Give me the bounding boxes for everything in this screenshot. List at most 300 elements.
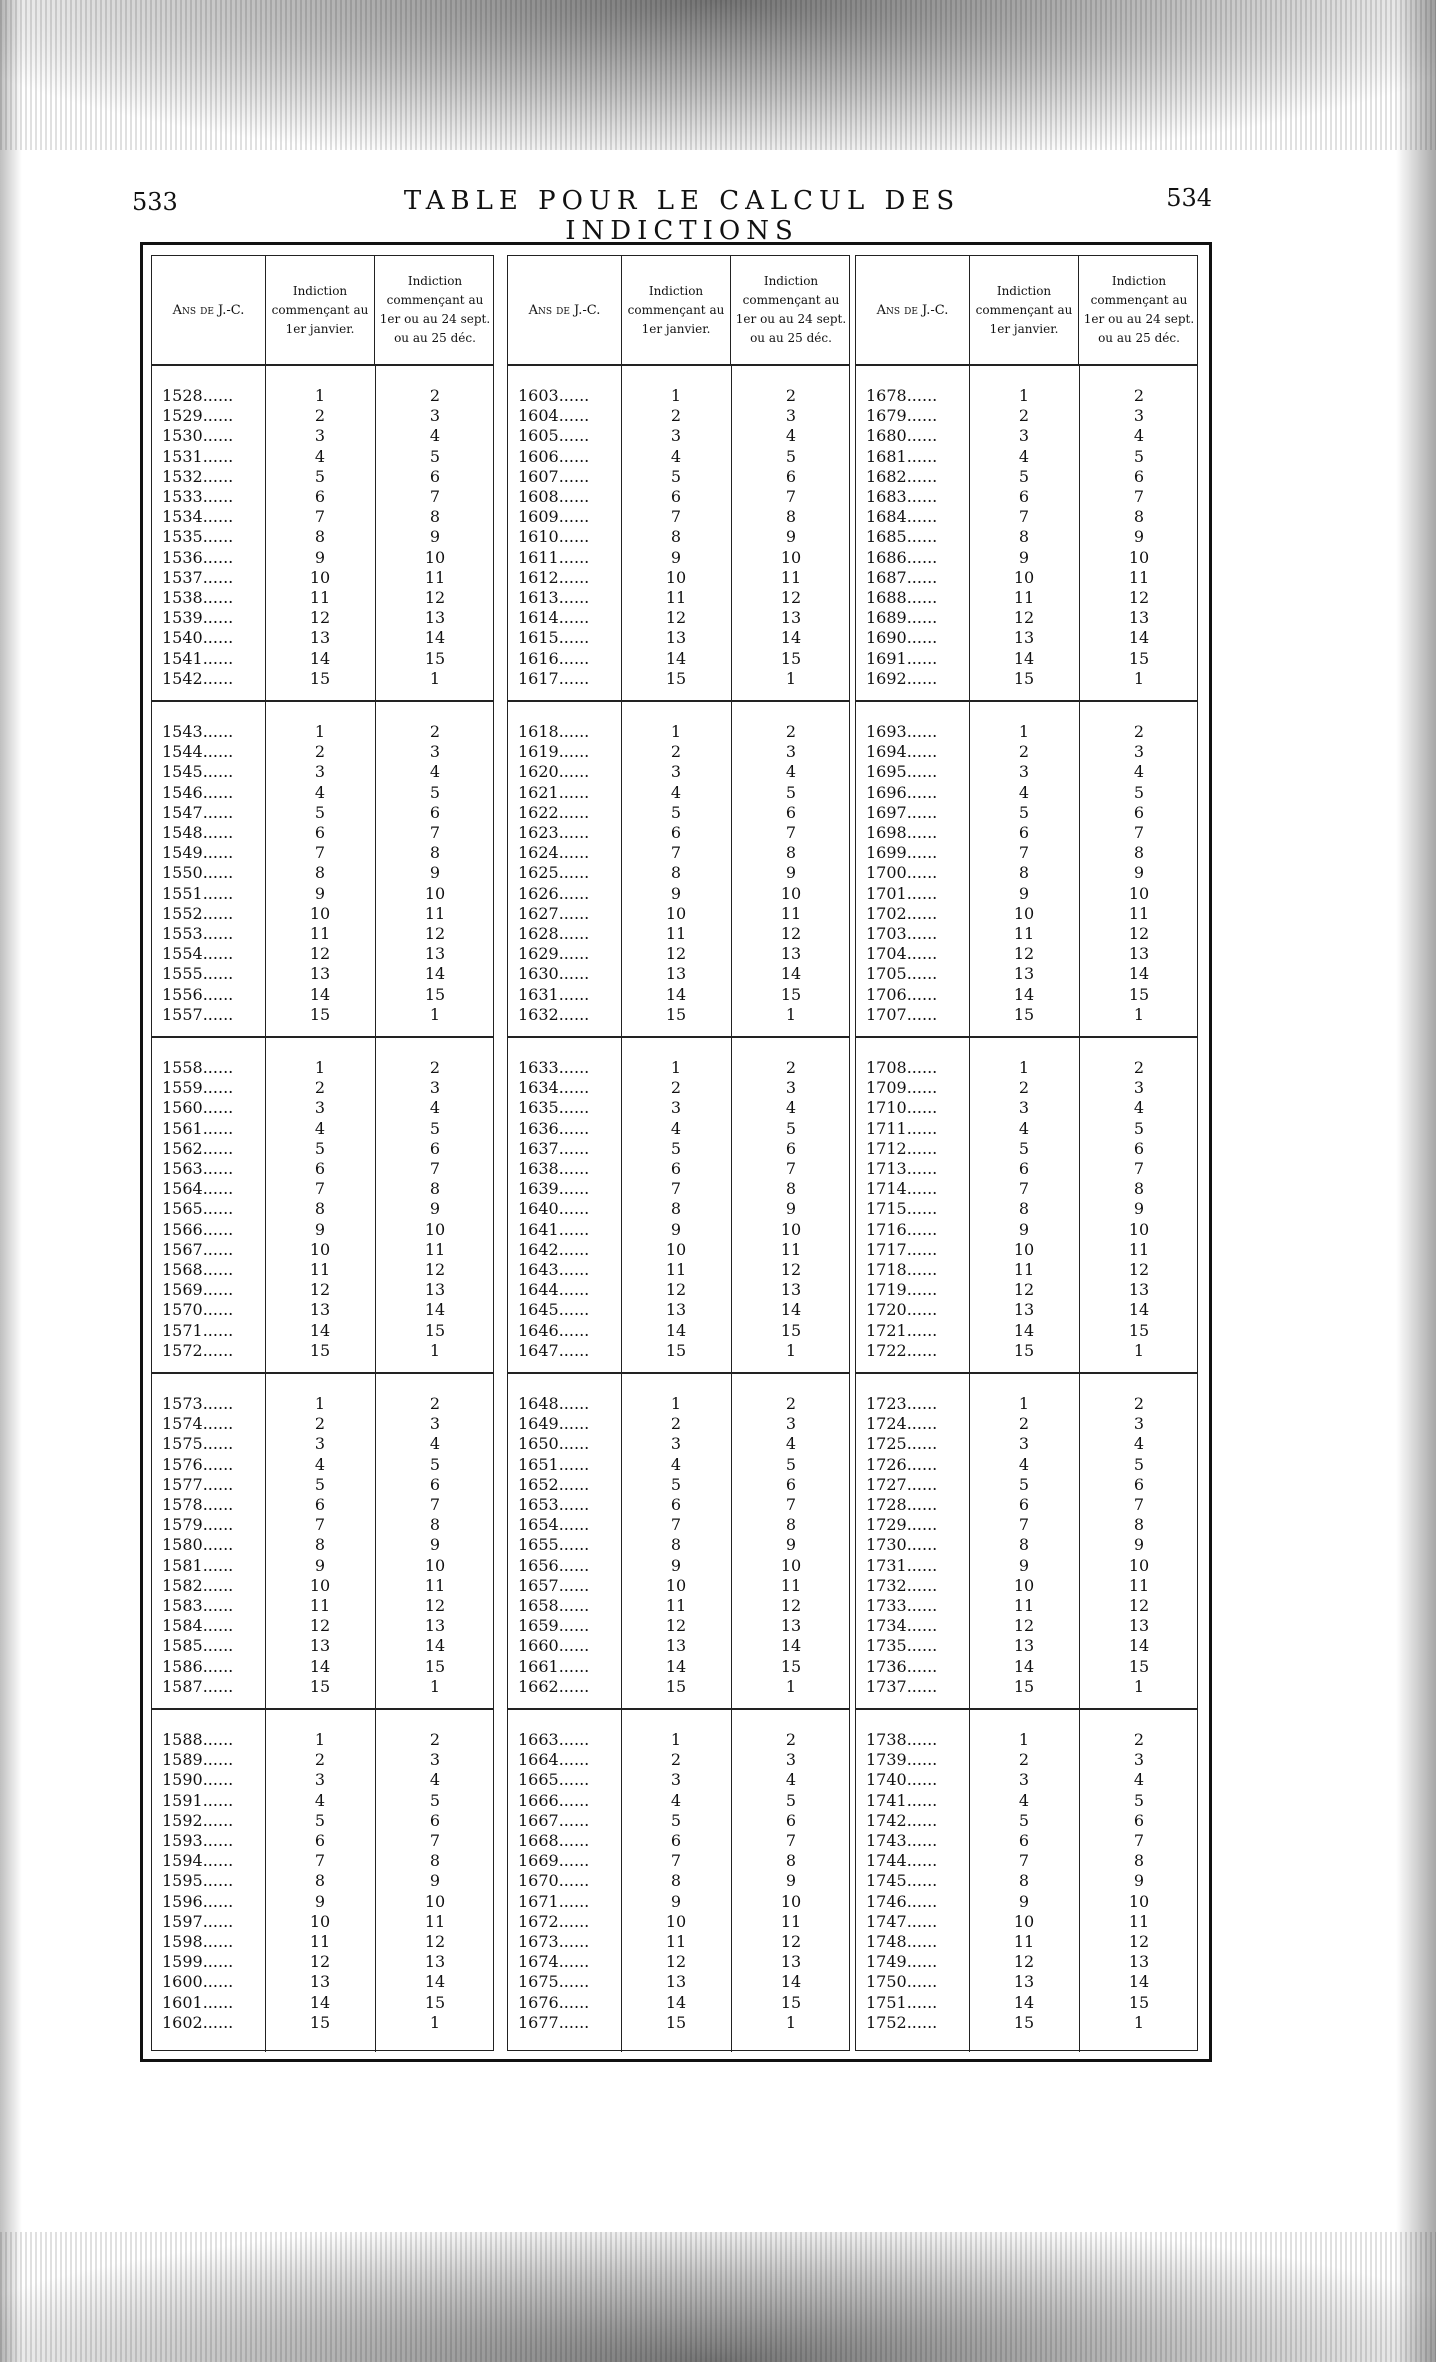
block-separator — [152, 1036, 493, 1038]
year-value: 1575 — [162, 1434, 203, 1454]
indiction-september-cell: 4 — [1133, 1098, 1145, 1118]
table-row — [856, 1058, 1197, 1078]
year-cell — [866, 608, 966, 628]
year-value: 1736 — [866, 1656, 907, 1676]
leader-dots: ...... — [202, 762, 234, 782]
indiction-january-cell: 2 — [670, 1078, 682, 1098]
indiction-january-cell: 13 — [665, 1300, 687, 1320]
indiction-september-cell: 14 — [424, 964, 446, 984]
year-cell — [162, 1770, 262, 1790]
table-row — [508, 1576, 849, 1596]
year-cell — [866, 1240, 966, 1260]
indiction-september-cell: 3 — [1133, 1414, 1145, 1434]
year-cell — [162, 669, 262, 689]
indiction-september-cell: 7 — [429, 823, 441, 842]
year-value: 1585 — [162, 1636, 203, 1656]
table-row — [856, 964, 1197, 984]
indiction-september-cell: 14 — [1128, 1300, 1150, 1320]
year-value: 1673 — [518, 1932, 559, 1951]
indiction-january-cell: 1 — [314, 722, 326, 741]
year-value: 1567 — [162, 1239, 203, 1259]
indiction-january-cell: 2 — [314, 1078, 326, 1098]
indiction-september-cell: 7 — [1133, 1831, 1145, 1850]
leader-dots: ...... — [558, 1992, 590, 2012]
year-cell — [518, 722, 618, 742]
indiction-january-cell: 9 — [670, 1555, 682, 1575]
indiction-january-cell: 15 — [309, 668, 331, 688]
indiction-september-cell: 14 — [424, 1972, 446, 1992]
table-row — [152, 467, 493, 487]
header-years: Ans de J.-C. — [528, 302, 601, 318]
indiction-january-cell: 4 — [314, 1790, 326, 1810]
year-cell — [866, 1750, 966, 1770]
leader-dots: ...... — [202, 1972, 234, 1992]
year-value: 1629 — [518, 944, 559, 964]
leader-dots: ...... — [202, 1932, 234, 1951]
year-cell — [518, 1495, 618, 1515]
year-value: 1614 — [518, 608, 559, 628]
table-row — [856, 1280, 1197, 1300]
year-cell — [518, 1078, 618, 1098]
indiction-september-cell: 10 — [780, 1891, 802, 1911]
leader-dots: ...... — [558, 1260, 590, 1279]
indiction-january-cell: 5 — [670, 466, 682, 486]
indiction-january-cell: 1 — [1018, 386, 1030, 405]
year-value: 1731 — [866, 1555, 907, 1575]
indiction-january-cell: 6 — [670, 1495, 682, 1514]
indiction-january-cell: 11 — [1013, 588, 1035, 607]
table-row — [508, 1394, 849, 1414]
year-cell — [518, 1677, 618, 1697]
page-number-left: 533 — [132, 188, 178, 216]
leader-dots: ...... — [906, 883, 938, 903]
indiction-september-cell: 1 — [1133, 1676, 1145, 1696]
year-value: 1591 — [162, 1790, 203, 1810]
indiction-september-cell: 9 — [1133, 1199, 1145, 1219]
table-row — [856, 1005, 1197, 1025]
page-title: TABLE POUR LE CALCUL DES INDICTIONS — [403, 186, 961, 246]
leader-dots: ...... — [202, 1770, 234, 1790]
indiction-january-cell: 1 — [314, 1394, 326, 1413]
year-value: 1719 — [866, 1280, 907, 1300]
indiction-january-cell: 2 — [670, 1750, 682, 1770]
leader-dots: ...... — [906, 1932, 938, 1951]
year-cell — [162, 1677, 262, 1697]
indiction-january-cell: 8 — [1018, 527, 1030, 547]
year-cell — [866, 722, 966, 742]
table-row — [856, 1515, 1197, 1535]
table-row — [508, 1993, 849, 2013]
leader-dots: ...... — [906, 843, 938, 863]
table-column-1 — [151, 255, 494, 2051]
indiction-january-cell: 10 — [309, 1911, 331, 1931]
table-row — [856, 447, 1197, 467]
year-cell — [518, 1596, 618, 1616]
year-value: 1672 — [518, 1911, 559, 1931]
year-value: 1695 — [866, 762, 907, 782]
indiction-january-cell: 12 — [309, 944, 331, 964]
year-value: 1582 — [162, 1575, 203, 1595]
table-row — [508, 1058, 849, 1078]
indiction-september-cell: 4 — [1133, 1434, 1145, 1454]
leader-dots: ...... — [202, 1098, 234, 1118]
leader-dots: ...... — [906, 588, 938, 607]
year-value: 1707 — [866, 1004, 907, 1024]
table-row — [152, 1159, 493, 1179]
table-row — [508, 487, 849, 507]
indiction-january-cell: 6 — [314, 823, 326, 842]
indiction-september-cell: 1 — [785, 1340, 797, 1360]
table-row — [856, 1119, 1197, 1139]
year-value: 1609 — [518, 507, 559, 527]
year-cell — [866, 1159, 966, 1179]
leader-dots: ...... — [558, 1098, 590, 1118]
indiction-september-cell: 11 — [424, 1575, 446, 1595]
leader-dots: ...... — [202, 1118, 234, 1138]
indiction-january-cell: 2 — [314, 1414, 326, 1434]
indiction-september-cell: 3 — [785, 1414, 797, 1434]
table-row — [508, 1515, 849, 1535]
year-value: 1678 — [866, 386, 907, 405]
year-cell — [162, 1871, 262, 1891]
indiction-september-cell: 13 — [780, 1280, 802, 1300]
year-cell — [518, 762, 618, 782]
leader-dots: ...... — [558, 1952, 590, 1972]
table-row — [508, 843, 849, 863]
table-row — [152, 1179, 493, 1199]
indiction-september-cell: 2 — [1133, 722, 1145, 741]
indiction-september-cell: 12 — [424, 588, 446, 607]
year-value: 1690 — [866, 628, 907, 648]
table-row — [152, 1831, 493, 1851]
table-row — [856, 1098, 1197, 1118]
indiction-january-cell: 14 — [1013, 984, 1035, 1004]
table-row — [856, 1300, 1197, 1320]
indiction-september-cell: 5 — [1133, 1454, 1145, 1474]
indiction-january-cell: 15 — [1013, 668, 1035, 688]
year-value: 1620 — [518, 762, 559, 782]
year-cell — [866, 1280, 966, 1300]
year-value: 1642 — [518, 1239, 559, 1259]
indiction-september-cell: 6 — [429, 466, 441, 486]
leader-dots: ...... — [906, 1992, 938, 2012]
indiction-september-cell: 5 — [1133, 1118, 1145, 1138]
indiction-january-cell: 5 — [670, 802, 682, 822]
table-row — [856, 1871, 1197, 1891]
year-value: 1705 — [866, 964, 907, 984]
indiction-january-cell: 14 — [1013, 648, 1035, 668]
year-value: 1652 — [518, 1474, 559, 1494]
table-row — [152, 628, 493, 648]
table-row — [508, 863, 849, 883]
leader-dots: ...... — [202, 487, 234, 506]
year-value: 1720 — [866, 1300, 907, 1320]
indiction-september-cell: 5 — [785, 782, 797, 802]
year-cell — [518, 1240, 618, 1260]
year-cell — [518, 1139, 618, 1159]
table-row — [856, 1750, 1197, 1770]
leader-dots: ...... — [558, 1239, 590, 1259]
year-cell — [162, 447, 262, 467]
year-value: 1677 — [518, 2012, 559, 2032]
table-row — [508, 1341, 849, 1361]
indiction-september-cell: 4 — [429, 426, 441, 446]
indiction-september-cell: 3 — [429, 742, 441, 762]
indiction-table — [140, 242, 1212, 2062]
leader-dots: ...... — [906, 1078, 938, 1098]
indiction-september-cell: 10 — [1128, 1219, 1150, 1239]
indiction-september-cell: 1 — [429, 2012, 441, 2032]
year-cell — [518, 783, 618, 803]
indiction-september-cell: 13 — [780, 944, 802, 964]
year-value: 1671 — [518, 1891, 559, 1911]
leader-dots: ...... — [906, 2012, 938, 2032]
indiction-january-cell: 1 — [314, 1058, 326, 1077]
year-value: 1539 — [162, 608, 203, 628]
indiction-january-cell: 7 — [670, 1851, 682, 1871]
indiction-september-cell: 10 — [780, 1555, 802, 1575]
table-row — [508, 1495, 849, 1515]
table-row — [856, 1677, 1197, 1697]
indiction-september-cell: 11 — [424, 1239, 446, 1259]
leader-dots: ...... — [906, 648, 938, 668]
leader-dots: ...... — [202, 1078, 234, 1098]
leader-dots: ...... — [202, 608, 234, 628]
leader-dots: ...... — [906, 903, 938, 923]
indiction-september-cell: 12 — [1128, 924, 1150, 943]
table-row — [508, 1475, 849, 1495]
indiction-january-cell: 3 — [314, 1434, 326, 1454]
indiction-september-cell: 11 — [780, 1575, 802, 1595]
year-cell — [866, 985, 966, 1005]
year-value: 1704 — [866, 944, 907, 964]
leader-dots: ...... — [906, 802, 938, 822]
indiction-september-cell: 8 — [429, 1515, 441, 1535]
year-cell — [518, 1750, 618, 1770]
indiction-september-cell: 15 — [1128, 1656, 1150, 1676]
indiction-september-cell: 6 — [1133, 1474, 1145, 1494]
table-row — [152, 1770, 493, 1790]
year-value: 1529 — [162, 406, 203, 426]
leader-dots: ...... — [202, 823, 234, 842]
table-row — [856, 628, 1197, 648]
indiction-september-cell: 14 — [780, 964, 802, 984]
column-header — [508, 256, 849, 366]
year-value: 1701 — [866, 883, 907, 903]
indiction-september-cell: 2 — [1133, 1730, 1145, 1749]
indiction-january-cell: 6 — [314, 1495, 326, 1514]
page-number-right: 534 — [1166, 184, 1212, 212]
table-row — [152, 548, 493, 568]
indiction-september-cell: 4 — [1133, 426, 1145, 446]
indiction-september-cell: 13 — [424, 944, 446, 964]
leader-dots: ...... — [202, 1300, 234, 1320]
indiction-january-cell: 13 — [309, 1636, 331, 1656]
leader-dots: ...... — [558, 628, 590, 648]
indiction-september-cell: 7 — [429, 1831, 441, 1850]
indiction-september-cell: 2 — [1133, 386, 1145, 405]
table-row — [508, 568, 849, 588]
table-row — [152, 762, 493, 782]
year-value: 1744 — [866, 1851, 907, 1871]
table-row — [508, 1831, 849, 1851]
block-separator — [856, 1372, 1197, 1374]
table-row — [508, 507, 849, 527]
leader-dots: ...... — [906, 1750, 938, 1770]
indiction-january-cell: 5 — [1018, 1810, 1030, 1830]
year-value: 1638 — [518, 1159, 559, 1178]
year-value: 1741 — [866, 1790, 907, 1810]
indiction-january-cell: 4 — [314, 782, 326, 802]
table-row — [152, 964, 493, 984]
indiction-september-cell: 10 — [1128, 883, 1150, 903]
indiction-january-cell: 9 — [314, 1555, 326, 1575]
year-cell — [866, 487, 966, 507]
year-value: 1534 — [162, 507, 203, 527]
table-row — [856, 1159, 1197, 1179]
indiction-january-cell: 15 — [309, 1004, 331, 1024]
leader-dots: ...... — [558, 1911, 590, 1931]
year-cell — [866, 1455, 966, 1475]
table-row — [152, 1414, 493, 1434]
leader-dots: ...... — [558, 1515, 590, 1535]
table-row — [152, 1240, 493, 1260]
leader-dots: ...... — [906, 1434, 938, 1454]
indiction-january-cell: 10 — [665, 903, 687, 923]
year-cell — [866, 1972, 966, 1992]
leader-dots: ...... — [558, 1790, 590, 1810]
indiction-january-cell: 11 — [309, 924, 331, 943]
leader-dots: ...... — [202, 1434, 234, 1454]
year-value: 1617 — [518, 668, 559, 688]
year-value: 1538 — [162, 588, 203, 607]
year-cell — [162, 487, 262, 507]
year-value: 1681 — [866, 446, 907, 466]
table-row — [856, 1414, 1197, 1434]
table-row — [508, 1616, 849, 1636]
indiction-january-cell: 10 — [665, 1239, 687, 1259]
table-row — [856, 1240, 1197, 1260]
year-cell — [162, 1240, 262, 1260]
year-cell — [518, 1179, 618, 1199]
indiction-january-cell: 4 — [670, 782, 682, 802]
year-value: 1694 — [866, 742, 907, 762]
year-cell — [162, 762, 262, 782]
year-cell — [518, 1434, 618, 1454]
year-value: 1601 — [162, 1992, 203, 2012]
leader-dots: ...... — [906, 1676, 938, 1696]
indiction-september-cell: 7 — [785, 1159, 797, 1178]
indiction-january-cell: 8 — [670, 1871, 682, 1891]
year-value: 1627 — [518, 903, 559, 923]
year-value: 1650 — [518, 1434, 559, 1454]
year-cell — [866, 1616, 966, 1636]
indiction-january-cell: 3 — [1018, 762, 1030, 782]
indiction-september-cell: 15 — [780, 984, 802, 1004]
indiction-september-cell: 3 — [785, 406, 797, 426]
indiction-september-cell: 8 — [429, 843, 441, 863]
table-row — [856, 1321, 1197, 1341]
leader-dots: ...... — [906, 1474, 938, 1494]
year-cell — [518, 608, 618, 628]
leader-dots: ...... — [558, 742, 590, 762]
indiction-january-cell: 12 — [309, 608, 331, 628]
indiction-september-cell: 2 — [429, 1058, 441, 1077]
table-row — [508, 548, 849, 568]
leader-dots: ...... — [906, 1340, 938, 1360]
leader-dots: ...... — [558, 1434, 590, 1454]
indiction-january-cell: 1 — [1018, 722, 1030, 741]
indiction-january-cell: 15 — [665, 1004, 687, 1024]
indiction-january-cell: 6 — [1018, 1495, 1030, 1514]
year-value: 1612 — [518, 567, 559, 587]
year-value: 1560 — [162, 1098, 203, 1118]
leader-dots: ...... — [558, 1179, 590, 1199]
year-cell — [162, 1616, 262, 1636]
year-value: 1711 — [866, 1118, 907, 1138]
table-row — [152, 843, 493, 863]
indiction-january-cell: 13 — [309, 1300, 331, 1320]
year-cell — [518, 568, 618, 588]
indiction-september-cell: 5 — [429, 446, 441, 466]
leader-dots: ...... — [202, 406, 234, 426]
indiction-january-cell: 8 — [670, 1199, 682, 1219]
year-cell — [518, 669, 618, 689]
year-value: 1543 — [162, 722, 203, 741]
year-cell — [162, 1932, 262, 1952]
year-cell — [518, 1851, 618, 1871]
indiction-september-cell: 3 — [429, 1078, 441, 1098]
table-row — [856, 1394, 1197, 1414]
indiction-september-cell: 13 — [1128, 1280, 1150, 1300]
year-cell — [518, 1300, 618, 1320]
leader-dots: ...... — [906, 1058, 938, 1077]
indiction-september-cell: 7 — [1133, 823, 1145, 842]
leader-dots: ...... — [906, 1596, 938, 1615]
leader-dots: ...... — [906, 1260, 938, 1279]
year-cell — [866, 1912, 966, 1932]
table-row — [508, 649, 849, 669]
indiction-september-cell: 1 — [1133, 1340, 1145, 1360]
indiction-september-cell: 6 — [429, 1810, 441, 1830]
indiction-september-cell: 5 — [785, 1118, 797, 1138]
year-cell — [866, 386, 966, 406]
indiction-january-cell: 12 — [665, 1952, 687, 1972]
table-row — [152, 1972, 493, 1992]
indiction-january-cell: 4 — [314, 1454, 326, 1474]
leader-dots: ...... — [558, 446, 590, 466]
year-value: 1621 — [518, 782, 559, 802]
year-cell — [518, 944, 618, 964]
indiction-september-cell: 10 — [780, 883, 802, 903]
indiction-january-cell: 9 — [1018, 1891, 1030, 1911]
indiction-september-cell: 8 — [785, 843, 797, 863]
year-value: 1714 — [866, 1179, 907, 1199]
leader-dots: ...... — [558, 802, 590, 822]
year-cell — [518, 1414, 618, 1434]
year-cell — [518, 527, 618, 547]
table-column-2 — [507, 255, 850, 2051]
leader-dots: ...... — [558, 964, 590, 984]
table-column-3 — [855, 255, 1198, 2051]
indiction-january-cell: 4 — [314, 446, 326, 466]
indiction-january-cell: 1 — [670, 1394, 682, 1413]
year-value: 1679 — [866, 406, 907, 426]
table-row — [508, 1119, 849, 1139]
indiction-january-cell: 4 — [1018, 782, 1030, 802]
year-cell — [518, 1098, 618, 1118]
indiction-january-cell: 14 — [1013, 1992, 1035, 2012]
